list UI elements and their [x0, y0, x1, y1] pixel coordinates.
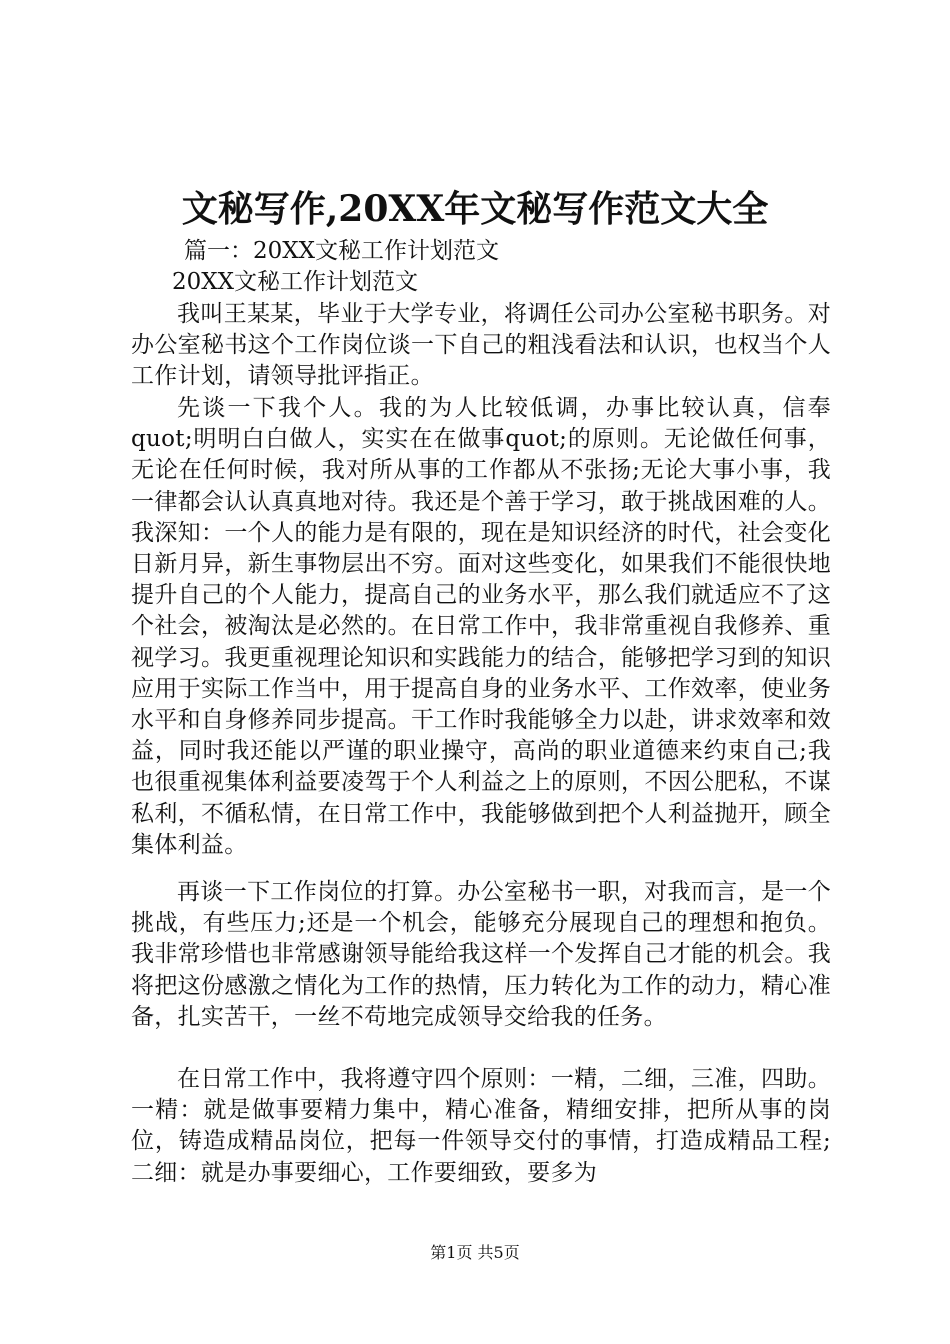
body-paragraph-3: 再谈一下工作岗位的打算。办公室秘书一职，对我而言，是一个挑战，有些压力;还是一个机会，能够充分展现自己的理想和抱负。我非常珍惜也非常感谢领导能给我这样一个发挥自己才能的机会。我将把这份感激之情化为工作的热情，压力转化为工作的动力，精心准备，扎实苦干，一丝不苟地完成领导交给我的任务。 [131, 879, 831, 1030]
body-paragraph-1: 我叫王某某，毕业于大学专业，将调任公司办公室秘书职务。对办公室秘书这个工作岗位谈一下自己的粗浅看法和认识，也权当个人工作计划，请领导批评指正。 [131, 301, 831, 390]
body-paragraph-2: 先谈一下我个人。我的为人比较低调，办事比较认真，信奉quot;明明白白做人，实实在在做事quot;的原则。无论做任何事，无论在任何时候，我对所从事的工作都从不张扬;无论大事小事，我一律都会认认真真地对待。我还是个善于学习，敢于挑战困难的人。我深知：一个人的能力是有限的，现在是知识经济的时代，社会变化日新月异，新生事物层出不穷。面对这些变化，如果我们不能很快地提升自己的个人能力，提高自己的业务水平，那么我们就适应不了这个社会，被淘汰是必然的。在日常工作中，我非常重视自我修养、重视学习。我更重视理论知识和实践能力的结合，能够把学习到的知识应用于实际工作当中，用于提高自身的业务水平、工作效率，使业务水平和自身修养同步提高。干工作时我能够全力以赴，讲求效率和效益，同时我还能以严谨的职业操守，高尚的职业道德来约束自己;我也很重视集体利益要凌驾于个人利益之上的原则，不因公肥私，不谋私利，不循私情，在日常工作中，我能够做到把个人利益抛开，顾全集体利益。 [131, 395, 831, 858]
section-heading: 篇一：20XX文秘工作计划范文 [184, 238, 500, 264]
page-title: 文秘写作,20XX年文秘写作范文大全 [181, 188, 769, 230]
page-number-footer: 第1页 共5页 [430, 1243, 520, 1262]
body-paragraph-4: 在日常工作中，我将遵守四个原则：一精，二细，三准，四助。一精：就是做事要精力集中，精心准备，精细安排，把所从事的岗位，铸造成精品岗位，把每一件领导交付的事情，打造成精品工程;二细：就是办事要细心，工作要细致，要多为 [131, 1066, 831, 1186]
document-heading: 20XX文秘工作计划范文 [172, 269, 419, 295]
